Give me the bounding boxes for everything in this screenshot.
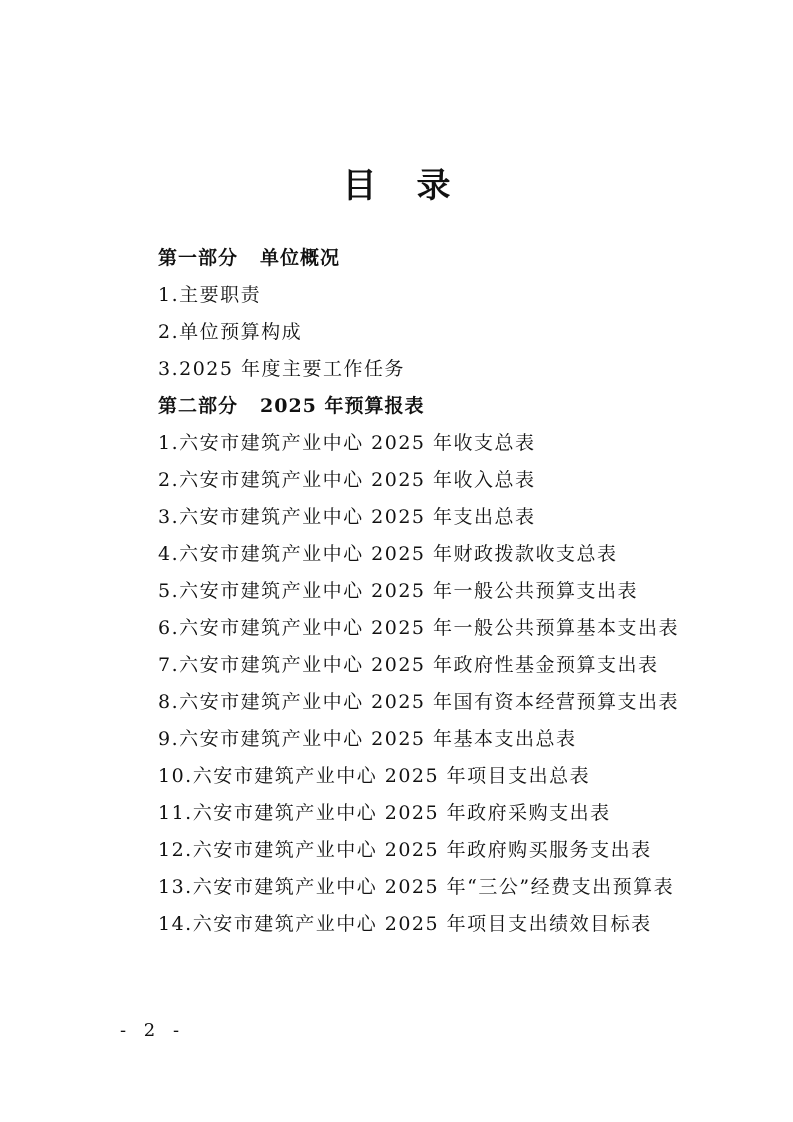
toc-item: 4.六安市建筑产业中心 2025 年财政拨款收支总表 — [158, 543, 618, 565]
table-of-contents — [158, 240, 758, 943]
toc-item: 5.六安市建筑产业中心 2025 年一般公共预算支出表 — [158, 580, 639, 602]
toc-item: 3.六安市建筑产业中心 2025 年支出总表 — [158, 506, 536, 528]
toc-item: 1.主要职责 — [158, 284, 262, 306]
page-title: 目录 — [342, 166, 491, 206]
part2-label: 第二部分 — [158, 395, 239, 417]
toc-item: 12.六安市建筑产业中心 2025 年政府购买服务支出表 — [158, 839, 652, 861]
toc-item: 13.六安市建筑产业中心 2025 年“三公”经费支出预算表 — [158, 876, 675, 898]
toc-item: 2.六安市建筑产业中心 2025 年收入总表 — [158, 469, 536, 491]
part1-name: 单位概况 — [260, 247, 341, 269]
toc-item: 6.六安市建筑产业中心 2025 年一般公共预算基本支出表 — [158, 617, 680, 639]
toc-item: 2.单位预算构成 — [158, 321, 303, 343]
toc-item: 1.六安市建筑产业中心 2025 年收支总表 — [158, 432, 536, 454]
toc-item: 7.六安市建筑产业中心 2025 年政府性基金预算支出表 — [158, 654, 659, 676]
part1-heading — [158, 240, 758, 277]
toc-item: 9.六安市建筑产业中心 2025 年基本支出总表 — [158, 728, 577, 750]
toc-item: 10.六安市建筑产业中心 2025 年项目支出总表 — [158, 765, 591, 787]
toc-item: 11.六安市建筑产业中心 2025 年政府采购支出表 — [158, 802, 611, 824]
part2-heading — [158, 388, 758, 425]
toc-item: 3.2025 年度主要工作任务 — [158, 358, 406, 380]
part2-name: 2025 年预算报表 — [260, 395, 425, 417]
toc-item: 14.六安市建筑产业中心 2025 年项目支出绩效目标表 — [158, 913, 652, 935]
part1-label: 第一部分 — [158, 247, 239, 269]
toc-item: 8.六安市建筑产业中心 2025 年国有资本经营预算支出表 — [158, 691, 680, 713]
page-number: - 2 - — [120, 1020, 186, 1041]
